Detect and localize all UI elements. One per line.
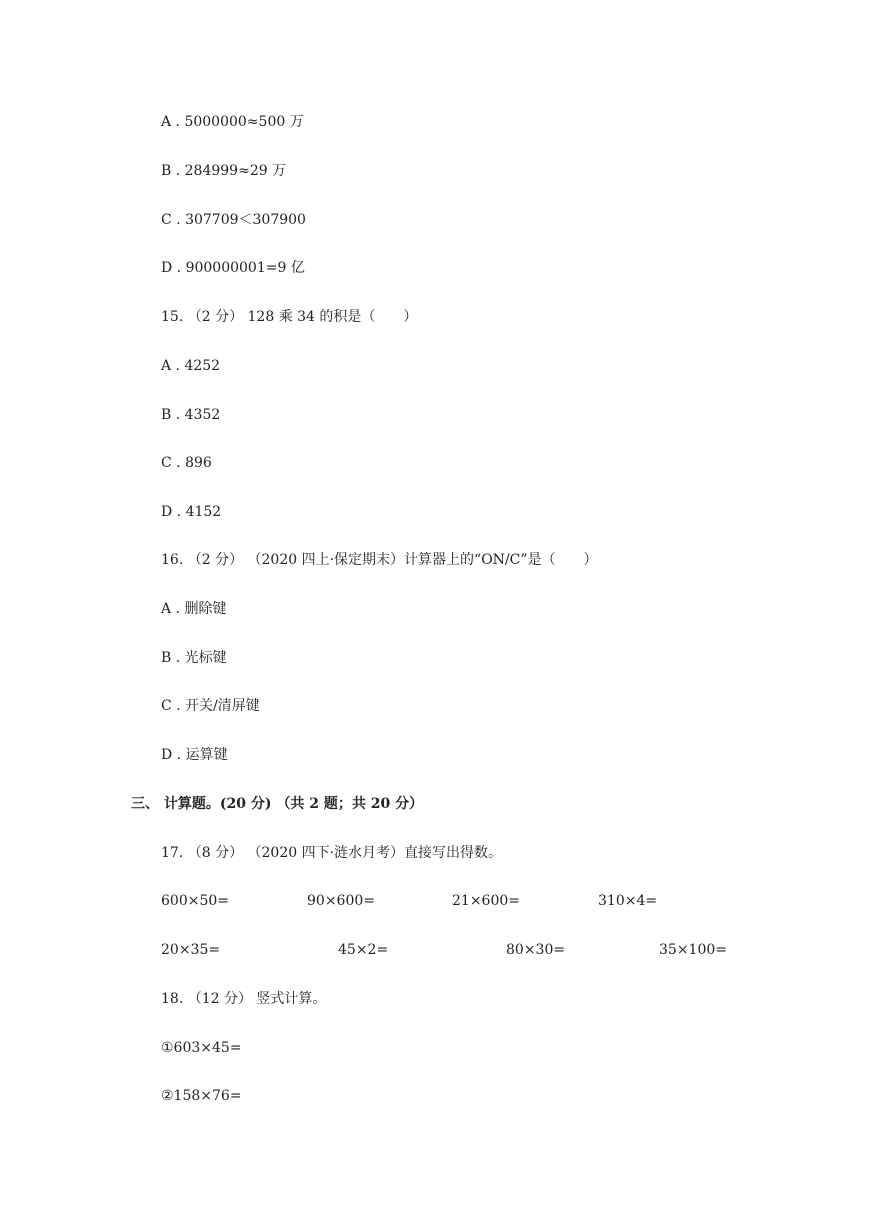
q18-stem: 18. （12 分） 竖式计算。 [161, 991, 327, 1007]
q17-row2-item: 45×2= [338, 942, 389, 958]
q17-row2-item: 35×100= [659, 942, 727, 958]
q17-row1-item: 310×4= [598, 893, 658, 909]
q15-option-d: D . 4152 [161, 504, 222, 520]
q17-row2-item: 80×30= [506, 942, 566, 958]
q17-stem: 17. （8 分） （2020 四下·涟水月考）直接写出得数。 [161, 845, 503, 861]
q16-option-a: A . 删除键 [161, 601, 227, 617]
q17-row1-item: 90×600= [307, 893, 375, 909]
q15-option-c: C . 896 [161, 455, 212, 471]
q17-row2-item: 20×35= [161, 942, 221, 958]
q16-option-c: C . 开关/清屏键 [161, 698, 260, 714]
q15-option-a: A . 4252 [161, 358, 221, 374]
q15-option-b: B . 4352 [161, 407, 221, 423]
q17-row1-item: 600×50= [161, 893, 229, 909]
section-heading: 三、 计算题。(20 分) （共 2 题；共 20 分） [131, 796, 424, 812]
q15-stem: 15. （2 分） 128 乘 34 的积是（ ） [161, 309, 418, 325]
q18-item-2: ②158×76= [161, 1088, 242, 1104]
q16-option-d: D . 运算键 [161, 747, 228, 763]
q14-option-a: A . 5000000≈500 万 [161, 114, 304, 130]
q16-stem: 16. （2 分） （2020 四上·保定期末）计算器上的“ON/C”是（ ） [161, 552, 598, 568]
q14-option-d: D . 900000001=9 亿 [161, 260, 305, 276]
q17-row1-item: 21×600= [452, 893, 520, 909]
q18-item-1: ①603×45= [161, 1040, 242, 1056]
q16-option-b: B . 光标键 [161, 650, 227, 666]
q14-option-b: B . 284999≈29 万 [161, 163, 287, 179]
q14-option-c: C . 307709＜307900 [161, 212, 306, 228]
